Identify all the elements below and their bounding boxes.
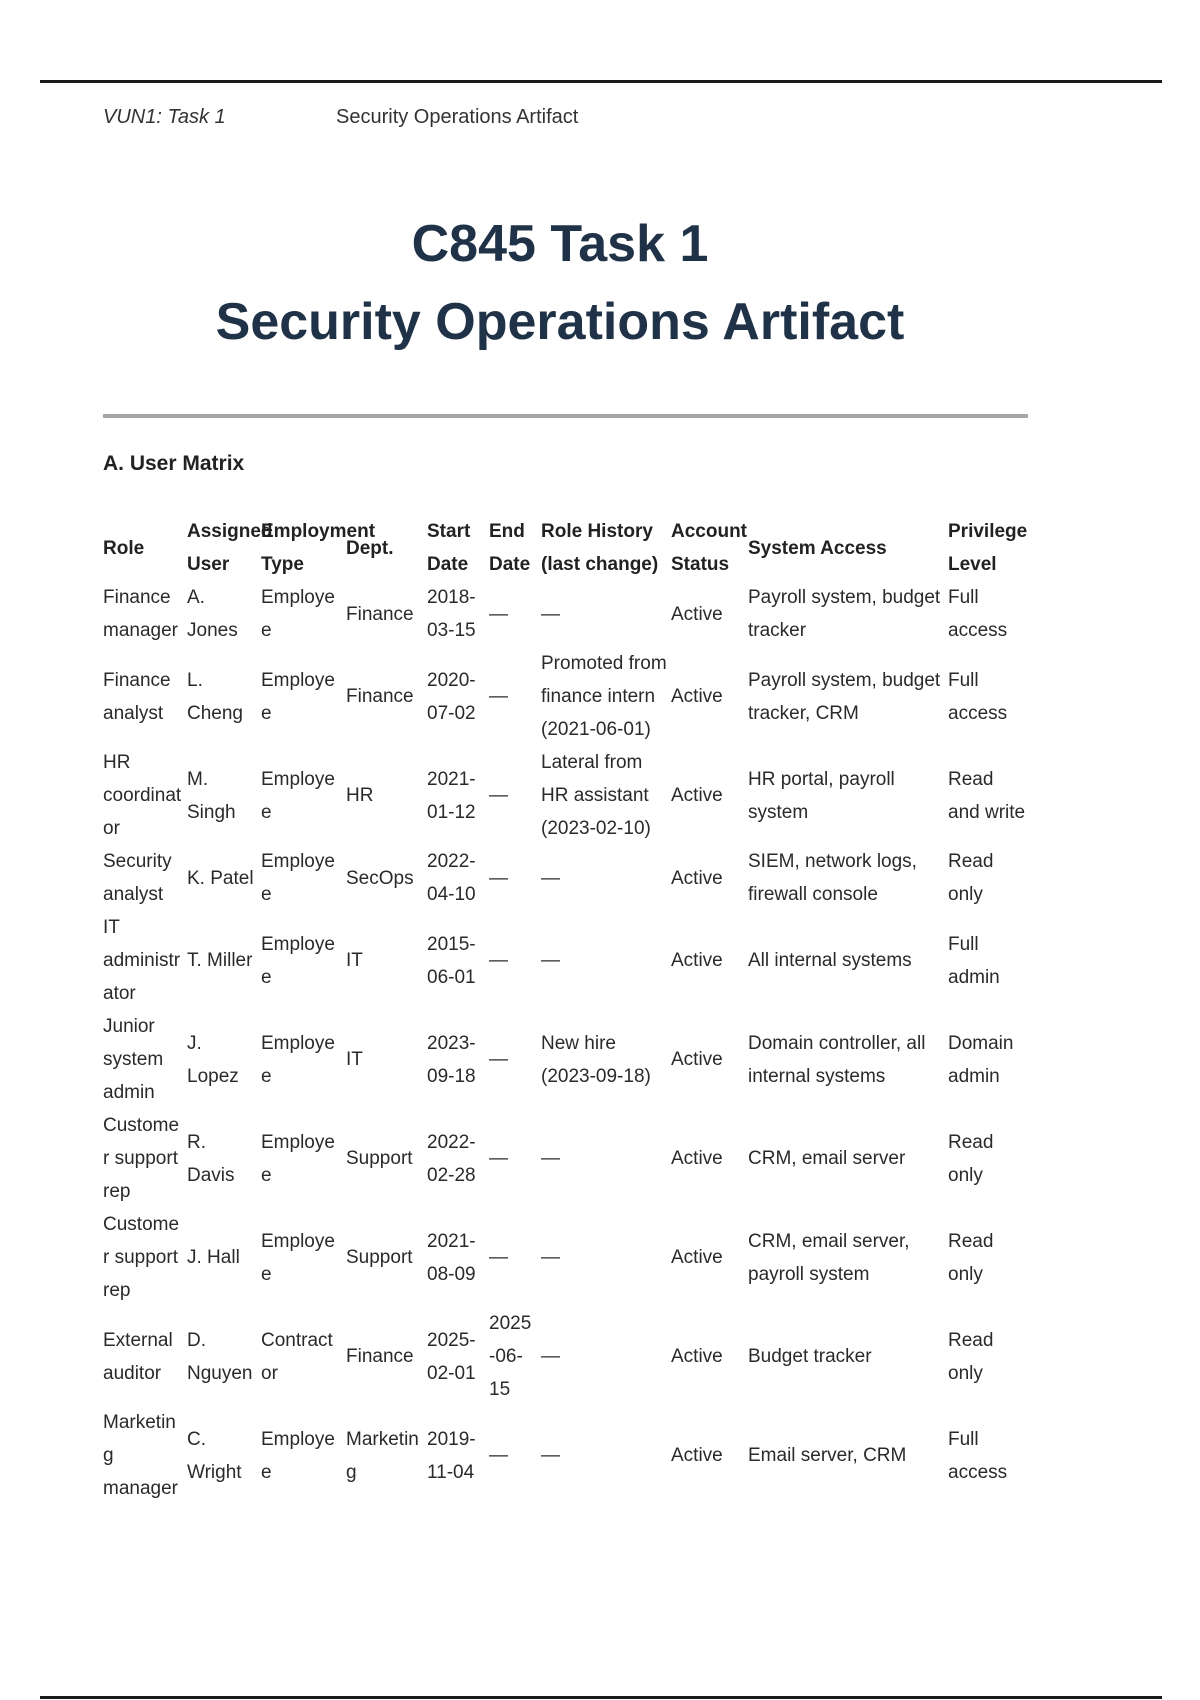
column-header: Dept. [346,537,394,559]
table-cell: Finance [346,1346,414,1367]
column-header: Employment Type [261,521,376,575]
table-cell: Lateral from HR assistant (2023-02-10) [541,752,651,839]
table-cell: Payroll system, budget tracker [748,587,941,641]
table-cell: 2022-04-10 [427,851,476,905]
table-cell: Active [671,1346,723,1367]
table-cell: Active [671,603,723,625]
table-cell: — [541,1445,560,1466]
table-cell: L. Cheng [187,669,243,724]
table-row [101,1406,1031,1505]
column-header: Start Date [427,521,471,575]
table-cell: HR coordinator [103,752,182,839]
table-cell: Read only [948,1131,994,1186]
table-cell: Support [346,1247,413,1268]
table-cell: 2025-06-15 [489,1313,532,1400]
table-cell: 2018-03-15 [427,587,476,641]
table-cell: — [489,1445,508,1466]
table-cell: IT administrator [103,917,181,1004]
table-cell: Budget tracker [748,1346,872,1367]
document-title-line1: C845 Task 1 [411,215,709,273]
table-cell: 2025-02-01 [427,1329,476,1384]
table-cell: Support [346,1148,413,1169]
table-cell: CRM, email server, payroll system [748,1230,910,1285]
table-row [101,845,1031,911]
table-cell: Full access [948,669,1008,724]
table-cell: SecOps [346,867,414,889]
table-cell: Full access [948,587,1008,641]
table-cell: Payroll system, budget tracker, CRM [748,669,941,724]
column-header: Account Status [671,521,747,575]
table-cell: Marketing [346,1428,419,1483]
table-cell: K. Patel [187,867,254,889]
table-cell: 2023-09-18 [427,1032,476,1087]
document-title [0,205,1120,361]
table-cell: Read only [948,1329,994,1384]
table-cell: Active [671,867,723,889]
table-cell: Customer support rep [103,1115,180,1202]
table-cell: Contractor [261,1329,333,1384]
table-cell: External auditor [103,1329,173,1384]
table-cell: SIEM, network logs, firewall console [748,851,917,905]
table-header-row [101,515,1031,581]
column-header: Role History (last change) [541,521,659,575]
table-cell: Finance manager [103,587,178,641]
table-cell: — [541,603,560,625]
table-cell: Domain controller, all internal systems [748,1032,926,1087]
column-header: System Access [748,537,887,559]
table-cell: 2022-02-28 [427,1131,476,1186]
table-cell: Finance [346,603,414,625]
table-cell: A. Jones [187,587,238,641]
table-cell: Active [671,785,723,806]
table-cell: T. Miller [187,950,253,971]
table-cell: 2020-07-02 [427,669,476,724]
table-cell: 2019-11-04 [427,1428,476,1483]
running-header-course: VUN1: Task 1 [103,106,226,128]
table-cell: Active [671,1049,723,1070]
table-cell: Active [671,950,723,971]
table-cell: — [489,1247,508,1268]
table-row [101,911,1031,1010]
table-cell: J. Hall [187,1247,240,1268]
table-cell: Employee [261,587,335,641]
table-cell: Active [671,1148,723,1169]
table-row [101,1109,1031,1208]
table-cell: Employee [261,669,335,724]
table-cell: Active [671,686,723,707]
table-cell: 2021-08-09 [427,1230,476,1285]
table-cell: J. Lopez [187,1032,239,1087]
table-cell: Security analyst [103,851,172,905]
table-cell: Junior system admin [103,1016,164,1103]
table-cell: HR portal, payroll system [748,768,895,823]
table-cell: Employee [261,768,335,823]
table-cell: — [541,1148,560,1169]
table-cell: Employee [261,1131,335,1186]
table-cell: Email server, CRM [748,1445,907,1466]
title-divider [103,414,1028,418]
table-row [101,647,1031,746]
table-cell: Active [671,1247,723,1268]
table-cell: Finance [346,686,414,707]
table-cell: New hire (2023-09-18) [541,1032,651,1087]
table-cell: Promoted from finance intern (2021-06-01) [541,653,667,740]
table-cell: — [489,867,508,889]
table-cell: Employee [261,1428,335,1483]
table-cell: R. Davis [187,1131,235,1186]
table-body [101,581,1031,1505]
table-row [101,1010,1031,1109]
footer-rule [40,1696,1162,1699]
table-cell: — [489,950,508,971]
table-cell: C. Wright [187,1428,242,1483]
table-cell: 2021-01-12 [427,768,476,823]
table-cell: — [489,1148,508,1169]
table-cell: Employee [261,851,335,905]
table-cell: IT [346,1049,363,1070]
table-cell: — [541,867,560,889]
table-cell: Read and write [948,768,1026,823]
user-matrix-table [101,515,1031,1505]
column-header: Privilege Level [948,521,1028,575]
table-cell: Marketing manager [103,1412,178,1499]
table-cell: Domain admin [948,1032,1014,1087]
document-title-line2: Security Operations Artifact [215,293,905,351]
table-cell: Active [671,1445,723,1466]
table-cell: Employee [261,933,335,988]
table-cell: Employee [261,1230,335,1285]
section-heading: A. User Matrix [103,452,245,475]
table-row [101,746,1031,845]
table-row [101,1208,1031,1307]
table-cell: IT [346,950,363,971]
table-cell: M. Singh [187,768,236,823]
table-cell: Finance analyst [103,669,171,724]
column-header: Assigned User [187,521,273,575]
table-cell: Employee [261,1032,335,1087]
table-cell: CRM, email server [748,1148,906,1169]
table-cell: HR [346,785,374,806]
table-cell: — [541,950,560,971]
table-cell: — [489,603,508,625]
table-row [101,581,1031,647]
table-row [101,1307,1031,1406]
table-cell: — [489,785,508,806]
table-cell: 2015-06-01 [427,933,476,988]
column-header: End Date [489,521,531,575]
header-rule [40,80,1162,83]
table-cell: Read only [948,1230,994,1285]
table-cell: — [489,686,508,707]
running-header-title: Security Operations Artifact [336,106,579,128]
table-cell: Full admin [948,933,1000,988]
table-cell: Full access [948,1428,1008,1483]
table-cell: D. Nguyen [187,1329,253,1384]
table-cell: — [541,1346,560,1367]
table-cell: Customer support rep [103,1214,180,1301]
table-cell: — [541,1247,560,1268]
column-header: Role [103,537,145,559]
table-cell: — [489,1049,508,1070]
table-cell: Read only [948,851,994,905]
table-cell: All internal systems [748,950,912,971]
